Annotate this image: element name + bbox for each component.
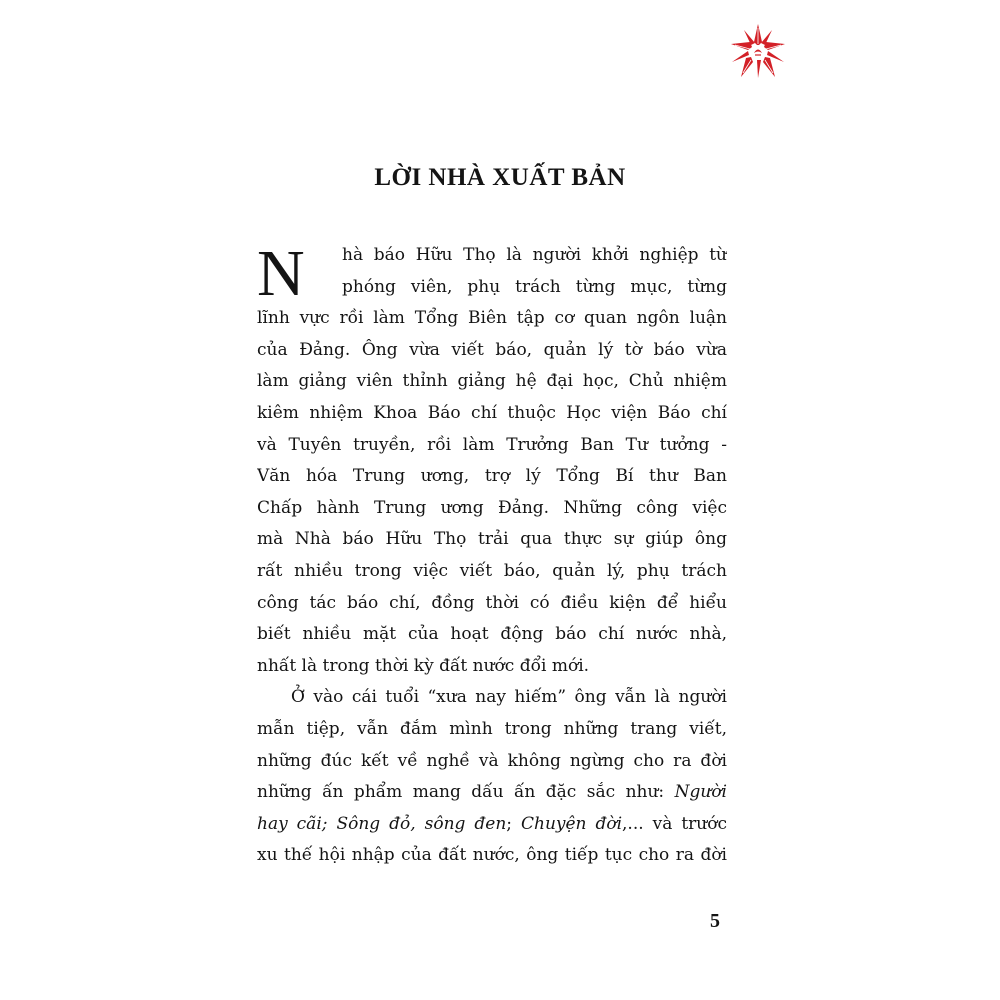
paragraph-line (257, 809, 727, 841)
paragraph-line: những đúc kết về nghề và không ngừng cho ra đời (257, 750, 727, 771)
publisher-star-logo-icon (728, 22, 788, 80)
paragraph-line: mẫn tiệp, vẫn đắm mình trong những trang viết, (257, 718, 727, 739)
paragraph-line: biết nhiều mặt của hoạt động báo chí nước nhà, (257, 624, 727, 645)
paragraph-line: phóng viên, phụ trách từng mục, từng (342, 276, 727, 297)
paragraph-line: kiêm nhiệm Khoa Báo chí thuộc Học viện Báo chí (257, 402, 727, 423)
paragraph-line: của Đảng. Ông vừa viết báo, quản lý tờ báo vừa (257, 339, 727, 360)
line-text: những ấn phẩm mang dấu ấn đặc sắc như: (257, 782, 675, 803)
paragraph-line (257, 777, 727, 809)
paragraph-line: Ở vào cái tuổi “xưa nay hiếm” ông vẫn là người (291, 687, 727, 708)
paragraph-line: mà Nhà báo Hữu Thọ trải qua thực sự giúp ông (257, 529, 727, 550)
paragraph-line: làm giảng viên thỉnh giảng hệ đại học, Chủ nhiệm (257, 371, 727, 392)
book-title-italic: hay cãi; Sông đỏ, sông đen (257, 813, 507, 834)
paragraph-line: rất nhiều trong việc viết báo, quản lý, phụ trách (257, 560, 727, 581)
paragraph-line: nhất là trong thời kỳ đất nước đổi mới. (257, 655, 590, 676)
paragraph-line: lĩnh vực rồi làm Tổng Biên tập cơ quan ngôn luận (257, 308, 727, 329)
paragraph-line: công tác báo chí, đồng thời có điều kiện để hiểu (257, 592, 727, 613)
chapter-title: LỜI NHÀ XUẤT BẢN (374, 164, 626, 191)
paragraph-line: Văn hóa Trung ương, trợ lý Tổng Bí thư Ban (257, 466, 727, 487)
paragraph-line: hà báo Hữu Thọ là người khởi nghiệp từ (342, 245, 727, 265)
page-number: 5 (710, 910, 720, 932)
book-title-italic: Chuyện đời (520, 813, 623, 834)
paragraph-line: và Tuyên truyền, rồi làm Trưởng Ban Tư tưởng - (257, 434, 727, 455)
book-title-italic: Người (674, 782, 727, 803)
drop-cap-letter: N (257, 237, 305, 310)
line-text: ; (506, 813, 521, 834)
paragraph-line: xu thế hội nhập của đất nước, ông tiếp tục cho ra đời (257, 845, 727, 866)
paragraph-line: Chấp hành Trung ương Đảng. Những công việc (257, 497, 727, 518)
line-text: ,... và trước (622, 813, 727, 834)
body-text (257, 237, 727, 872)
